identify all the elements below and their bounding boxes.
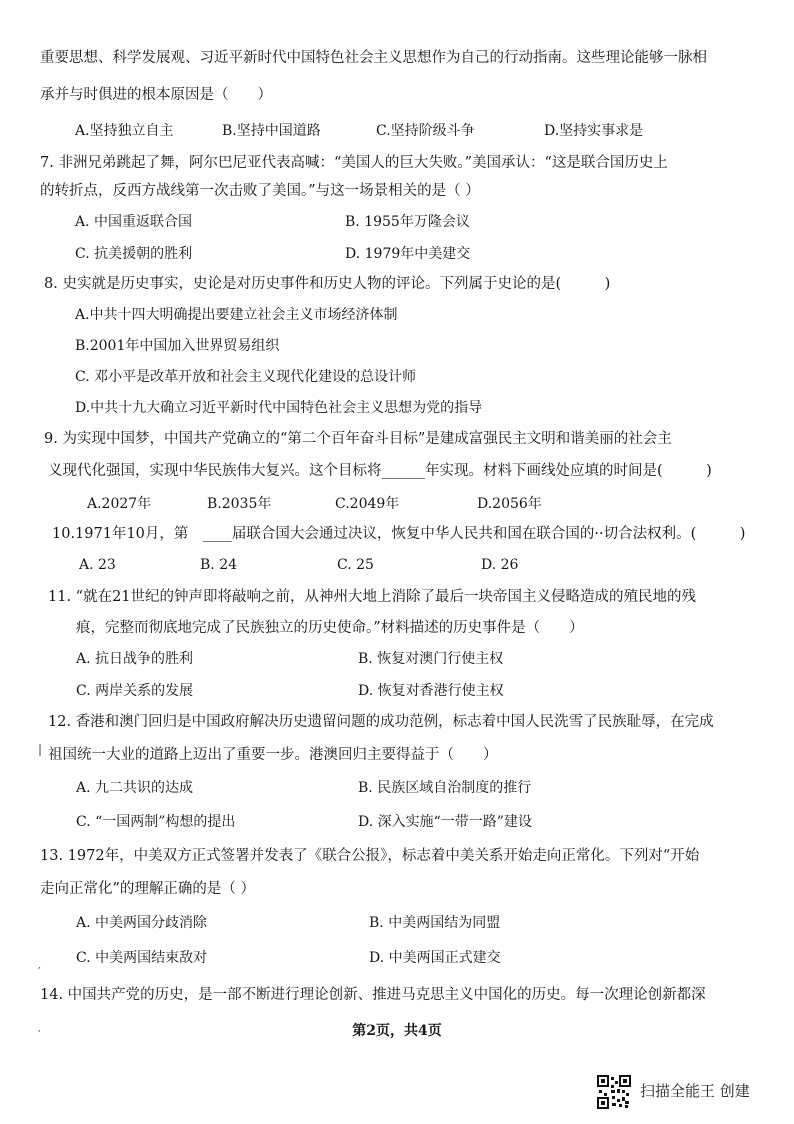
q13-stem-line-1: 13. 1972年，中美双方正式签署并发表了《联合公报》，标志着中美关系开始走向正常化。下列对“开始 xyxy=(40,848,700,864)
q6-option-a: A.坚持独立自主 xyxy=(75,123,174,139)
q12-stem-line-2: 祖国统一大业的道路上迈出了重要一步。港澳回归主要得益于（ ） xyxy=(48,747,498,763)
q10-option-d: D. 26 xyxy=(481,557,519,573)
q6-option-d: D.坚持实事求是 xyxy=(544,123,644,139)
q10-stem: 10.1971年10月，第 ____届联合国大会通过决议，恢复中华人民共和国在联合国的··切合法权利。( ) xyxy=(52,526,746,542)
page-footer: 第2页，共4页 xyxy=(352,1023,442,1039)
margin-mark: ′ xyxy=(38,965,41,979)
q6-option-c: C.坚持阶级斗争 xyxy=(376,123,475,139)
margin-mark: | xyxy=(38,742,43,756)
q7-stem-line-1: 7. 非洲兄弟跳起了舞，阿尔巴尼亚代表高喊：“美国人的巨大失败。”美国承认：“这是联合国历史上 xyxy=(40,155,668,171)
q13-option-d: D. 中美两国正式建交 xyxy=(369,950,501,966)
qr-code-icon xyxy=(597,1075,631,1109)
margin-mark: ′ xyxy=(38,1028,41,1042)
q6-stem-line-1: 重要思想、科学发展观、习近平新时代中国特色社会主义思想作为自己的行动指南。这些理论能够一脉相 xyxy=(40,50,707,66)
scanner-watermark: 扫描全能王 创建 xyxy=(640,1082,750,1100)
q10-option-c: C. 25 xyxy=(337,557,374,573)
q7-option-b: B. 1955年万隆会议 xyxy=(345,214,470,230)
q11-option-b: B. 恢复对澳门行使主权 xyxy=(358,651,504,667)
q6-option-b: B.坚持中国道路 xyxy=(222,123,321,139)
q9-option-a: A.2027年 xyxy=(87,496,152,512)
q7-option-d: D. 1979年中美建交 xyxy=(345,246,471,262)
q7-option-a: A. 中国重返联合国 xyxy=(75,214,193,230)
q10-option-a: A. 23 xyxy=(79,557,116,573)
q12-option-b: B. 民族区域自治制度的推行 xyxy=(358,780,532,796)
q12-option-a: A. 九二共识的达成 xyxy=(76,780,194,796)
q11-option-a: A. 抗日战争的胜利 xyxy=(76,651,194,667)
q8-option-d: D.中共十九大确立习近平新时代中国特色社会主义思想为党的指导 xyxy=(75,400,483,416)
q13-option-c: C. 中美两国结束敌对 xyxy=(76,950,208,966)
q7-stem-line-2: 的转折点，反西方战线第一次击败了美国。”与这一场景相关的是（ ） xyxy=(40,183,480,199)
q12-option-d: D. 深入实施“一带一路”建设 xyxy=(358,814,532,830)
q9-stem-line-1: 9. 为实现中国梦，中国共产党确立的“第二个百年奋斗目标”是建成富强民主文明和谐美丽的社会主 xyxy=(44,431,672,447)
q13-option-a: A. 中美两国分歧消除 xyxy=(76,915,208,931)
q8-stem: 8. 史实就是历史事实，史论是对历史事件和历史人物的评论。下列属于史论的是( ) xyxy=(44,276,611,292)
q13-stem-line-2: 走向正常化”的理解正确的是（ ） xyxy=(40,881,256,897)
q8-option-a: A.中共十四大明确提出要建立社会主义市场经济体制 xyxy=(75,307,398,323)
q9-stem-line-2: 义现代化强国，实现中华民族伟大复兴。这个目标将______年实现。材料下画线处应填的时间是( ) xyxy=(48,463,712,479)
q7-option-c: C. 抗美援朝的胜利 xyxy=(75,246,193,262)
q13-option-b: B. 中美两国结为同盟 xyxy=(369,915,501,931)
q11-option-c: C. 两岸关系的发展 xyxy=(76,683,194,699)
q9-option-d: D.2056年 xyxy=(477,496,542,512)
q11-stem-line-2: 痕，完整而彻底地完成了民族独立的历史使命。”材料描述的历史事件是（ ） xyxy=(76,620,584,636)
q9-option-b: B.2035年 xyxy=(207,496,272,512)
q6-stem-line-2: 承并与时俱进的根本原因是（ ） xyxy=(40,87,272,103)
q9-option-c: C.2049年 xyxy=(335,496,400,512)
q8-option-c: C. 邓小平是改革开放和社会主义现代化建设的总设计师 xyxy=(75,369,417,385)
q11-option-d: D. 恢复对香港行使主权 xyxy=(358,683,504,699)
q10-option-b: B. 24 xyxy=(200,557,238,573)
q8-option-b: B.2001年中国加入世界贸易组织 xyxy=(75,338,280,354)
q12-stem-line-1: 12. 香港和澳门回归是中国政府解决历史遗留问题的成功范例，标志着中国人民洗雪了民族耻辱，在完成 xyxy=(48,714,714,730)
q12-option-c: C. “一国两制”构想的提出 xyxy=(76,814,236,830)
q14-stem: 14. 中国共产党的历史，是一部不断进行理论创新、推进马克思主义中国化的历史。每一次理论创新都深 xyxy=(40,987,706,1003)
q11-stem-line-1: 11. “就在21世纪的钟声即将敲响之前，从神州大地上消除了最后一块帝国主义侵略造成的殖民地的残 xyxy=(48,589,697,605)
